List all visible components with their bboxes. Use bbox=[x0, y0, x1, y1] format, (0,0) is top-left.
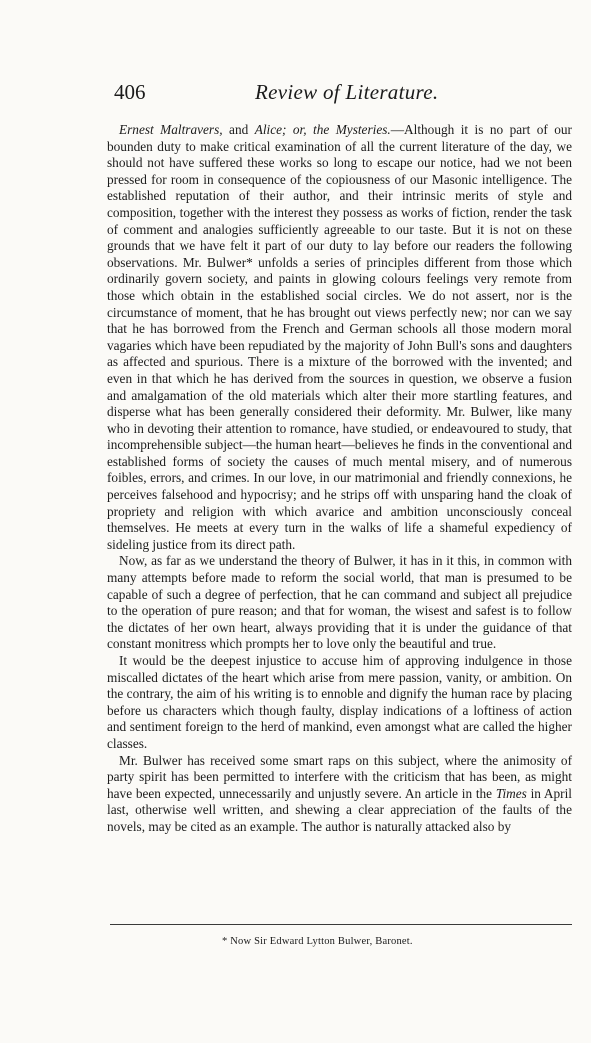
paragraph-1 bbox=[107, 122, 572, 553]
footnote-rule bbox=[110, 924, 572, 925]
article-body bbox=[107, 122, 572, 836]
article-title-part-1: Ernest Maltravers, bbox=[119, 122, 223, 137]
running-title: Review of Literature. bbox=[255, 80, 439, 104]
paragraph-4-text-a: Mr. Bulwer has received some smart raps on this subject, where the animosity of party spirit has been permitted to interfere with the criticism that has been, as might have been expected, unnecessarily and unjustly severe. An article in the bbox=[107, 752, 572, 801]
paragraph-3: It would be the deepest injustice to accuse him of approving indulgence in those miscalled dictates of the heart which arise from mere passion, vanity, or ambition. On the contrary, the aim of his writing is to ennoble and dignify the human race by placing before us characters which though faulty, display indications of a loftiness of action and sentiment foreign to the herd of mankind, even amongst what are called the higher classes. bbox=[107, 653, 572, 751]
article-title-and: and bbox=[222, 122, 255, 137]
newspaper-title: Times bbox=[495, 785, 527, 801]
paragraph-2: Now, as far as we understand the theory of Bulwer, it has in it this, in common with many attempts before made to reform the social world, that man is presumed to be capable of such a degree of perfection, that he can command and subject all prejudice to the operation of pure reason; and that for woman, the wisest and safest is to follow the dictates of her own heart, always providing that it is under the guidance of that constant monitress which prompts her to love only the beautiful and true. bbox=[107, 553, 572, 652]
paragraph-4 bbox=[107, 753, 572, 836]
article-title-part-2: Alice; or, the Mysteries. bbox=[254, 122, 391, 137]
footnote: * Now Sir Edward Lytton Bulwer, Baronet. bbox=[222, 936, 413, 947]
paragraph-4-text-b: in April last, otherwise well written, and shewing a clear appreciation of the faults of the novels, may be cited as an example. The author is naturally attacked also by bbox=[107, 785, 572, 834]
page-header bbox=[114, 80, 561, 108]
page-number: 406 bbox=[114, 80, 146, 104]
paragraph-1-text: —Although it is no part of our bounden duty to make critical examination of all the current literature of the day, we should not have suffered these works so long to escape our notice, had we not been pressed for room in consequence of the copiousness of our Masonic intelligence. The established reputation of their author, and their intrinsic merits of style and composition, together with the interest they possess as works of fiction, render the task of comment and analogies sufficiently agreeable to our taste. But it is not on these grounds that we have felt it part of our duty to lay before our readers the following observations. Mr. Bulwer* unfolds a series of principles different from those which ordinarily govern society, and paints in glowing colours feelings very remote from those which obtain in the established social circles. We do not assert, nor is the circumstance of moment, that he has brought out views perfectly new; nor can we say that he has borrowed from the French and German schools all those modern moral vagaries which have been repudiated by the majority of John Bull's sons and daughters as affected and spurious. There is a mixture of the borrowed with the invented; and even in that which he has derived from the sources in question, we observe a fusion and amalgamation of the old materials which alter their more startling features, and disperse what has been generally considered their deformity. Mr. Bulwer, like many who in devoting their attention to romance, have studied, or endeavoured to study, that incomprehensible subject—the human heart—believes he finds in the conventional and established forms of society the causes of much mental misery, and of numerous foibles, errors, and crimes. In our love, in our matrimonial and friendly connexions, he perceives falsehood and hypocrisy; and he strips off with unsparing hand the cloak of propriety and religion with which avarice and ambition unconsciously conceal themselves. He meets at every turn in the walks of life a shameful expediency of sideling justice from its direct path. bbox=[107, 122, 572, 552]
